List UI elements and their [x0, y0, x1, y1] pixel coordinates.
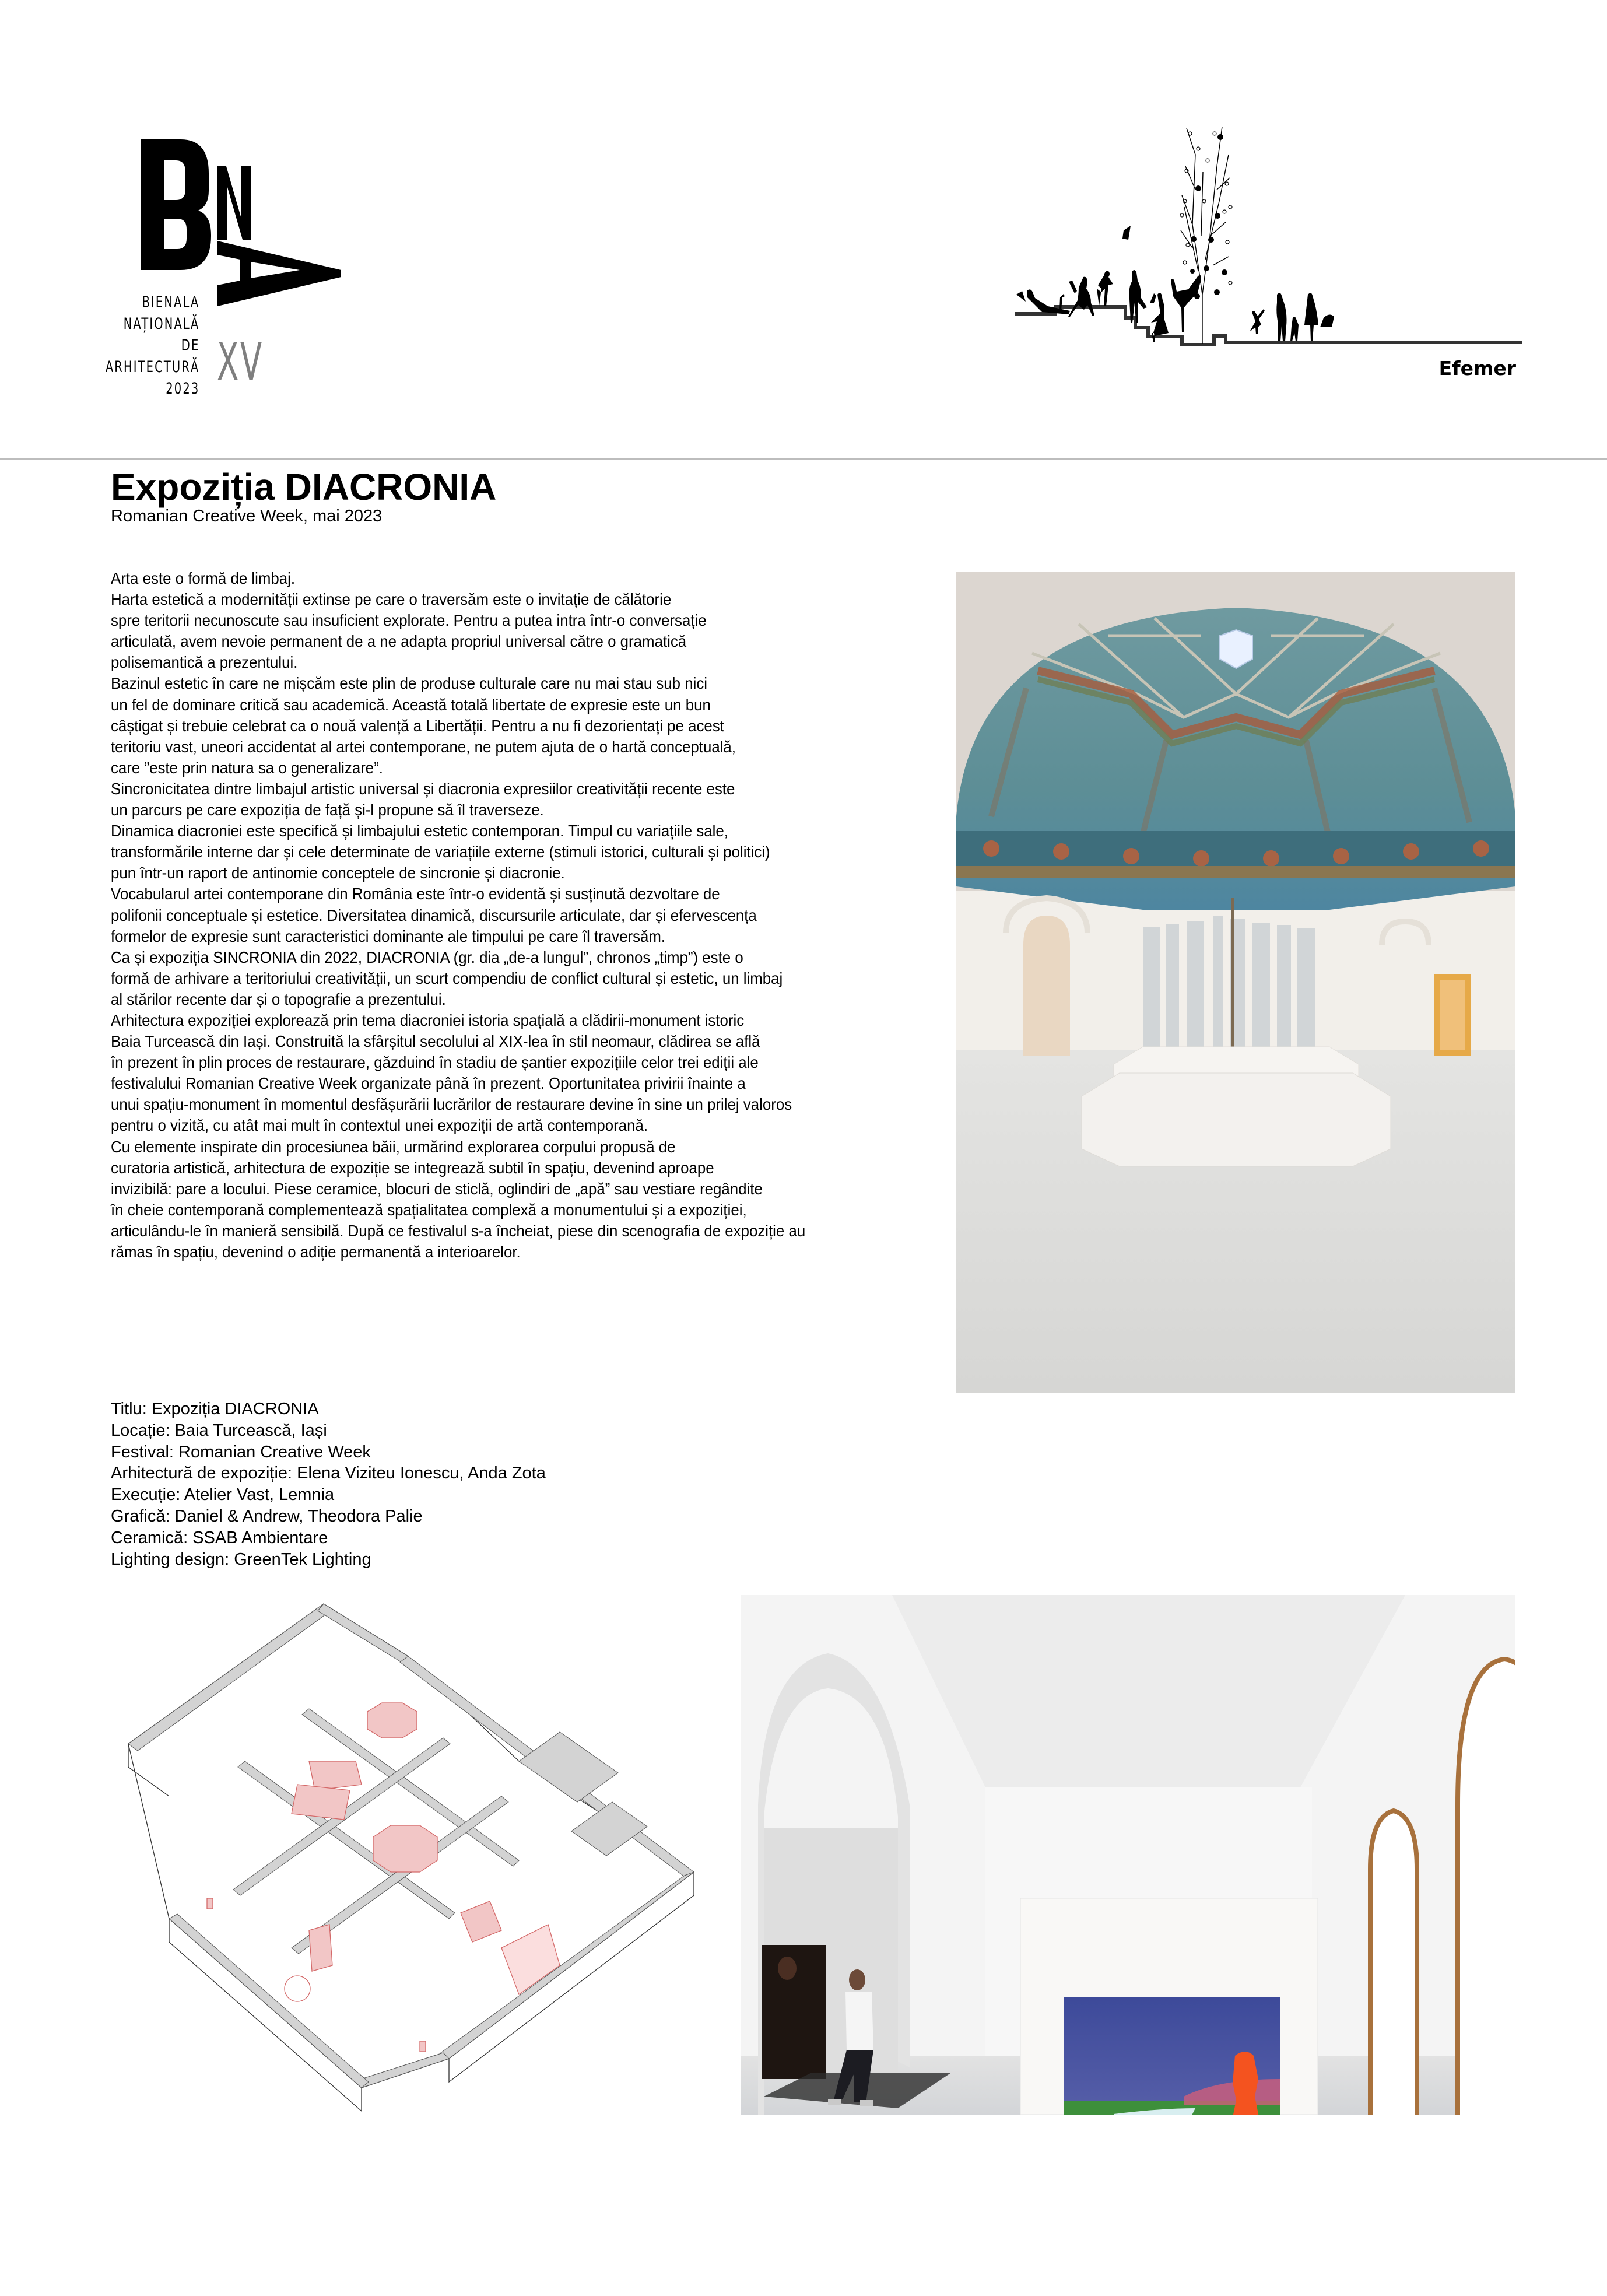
text-line: polifonii conceptuale și estetice. Diversitatea dinamică, discursurile articulate, dar și efervescența	[111, 906, 757, 924]
gallery-room-photo	[741, 1595, 1515, 2115]
tree-icon	[1180, 127, 1232, 344]
small-child	[1290, 317, 1299, 341]
credit-title: Titlu: Expoziția DIACRONIA	[111, 1400, 319, 1418]
text-line: curatoria artistică, arhitectura de expoziție se integrează subtil în spațiu, devenind aproape	[111, 1158, 714, 1177]
logo-line-arhitectura: ARHITECTURĂ	[105, 358, 199, 376]
text-line: festivalului Romanian Creative Week organizate până în prezent. Oportunitatea privirii înainte a	[111, 1074, 746, 1093]
text-line: pentru o vizită, cu atât mai mult în contextul unei expoziții de artă contemporană.	[111, 1116, 648, 1135]
logo-line-bienala: BIENALA	[142, 293, 199, 311]
text-line: Ca și expoziția SINCRONIA din 2022, DIACRONIA (gr. dia „de-a lungul”, chronos „timp”) este o	[111, 948, 743, 966]
text-line: Harta estetică a modernității extinse pe care o traversăm este o invitație de călătorie	[111, 590, 672, 609]
text-line: unui spațiu-monument în momentul desfășurării lucrărilor de restaurare devine în sine un prilej valoros	[111, 1095, 792, 1114]
dancing-pair	[1171, 275, 1201, 332]
adult-walking	[1276, 293, 1286, 341]
axonometric-plan-drawing	[117, 1586, 735, 2123]
page-subtitle: Romanian Creative Week, mai 2023	[111, 507, 383, 525]
standing-person-dog	[1129, 270, 1157, 323]
text-line: câștigat și trebuie celebrat ca o nouă valență a Libertății. Pentru a nu fi dezorientați pe acest	[111, 716, 724, 735]
text-line: în cheie contemporană complementează spațialitatea complexă a monumentului și a expoziției,	[111, 1200, 747, 1219]
text-line: un parcurs pe care expoziția de față și-l propune să îl traverseze.	[111, 801, 544, 819]
text-line: al stărilor recente dar și o topografie a prezentului.	[111, 990, 446, 1008]
efemer-illustration	[1000, 120, 1525, 353]
section-label-efemer: Efemer	[1438, 357, 1516, 380]
credit-lighting: Lighting design: GreenTek Lighting	[111, 1550, 371, 1569]
text-line: în prezent în plin proces de restaurare, găzduind în stadiu de șantier expozițiile celor trei ediții ale	[111, 1053, 759, 1072]
text-line: Dinamica diacroniei este specifică și limbajului estetic contemporan. Timpul cu variațiile sale,	[111, 822, 728, 840]
sitting-reader	[1068, 277, 1094, 317]
text-line: Arhitectura expoziției explorează prin tema diacroniei istoria spațială a clădirii-monument istoric	[111, 1011, 745, 1029]
text-line: Baia Turcească din Iași. Construită la sfârșitul secolului al XIX-lea în stil neomaur, clădirea se află	[111, 1032, 760, 1051]
people-silhouettes-icon	[1000, 120, 1525, 353]
text-line: teritoriu vast, uneori accidentat al artei contemporane, ne putem ajuta de o hartă conceptuală,	[111, 737, 736, 756]
page-title: Expoziția DIACRONIA	[111, 466, 497, 508]
text-line: polisemantică a prezentului.	[111, 653, 298, 672]
central-plinth	[373, 1825, 437, 1872]
credit-execution: Execuție: Atelier Vast, Lemnia	[111, 1485, 335, 1505]
text-line: formă de arhivare a teritoriului creativității, un scurt compendiu de conflict cultural și estetic, un limbaj	[111, 969, 783, 987]
logo-edition: XV	[217, 332, 264, 392]
glass-block-wall	[309, 1925, 332, 1971]
text-line: invizibilă: pare a locului. Piese ceramice, blocuri de sticlă, oglindiri de „apă” sau vestiare regândite	[111, 1179, 763, 1198]
logo-line-nationala: NAȚIONALĂ	[123, 315, 199, 333]
stepped-ground	[1015, 307, 1522, 345]
reclining-person	[1016, 289, 1070, 314]
text-line: rămas în spațiu, devenind o adiție permanentă a interioarelor.	[111, 1243, 521, 1261]
text-line: spre teritorii necunoscute sau insuficient explorate. Pentru a putea intra într-o conversație	[111, 611, 707, 630]
woman-with-stroller	[1304, 293, 1334, 341]
people-group	[1016, 226, 1334, 342]
text-line: Sincronicitatea dintre limbajul artistic universal și diacronia expresiilor creativității recente este	[111, 779, 735, 798]
text-line: formelor de expresie sunt caracteristici dominante ale timpului pe care îl traversăm.	[111, 927, 666, 945]
credit-architecture: Arhitectură de expoziție: Elena Viziteu Ionescu, Anda Zota	[111, 1464, 546, 1483]
text-line: Vocabularul artei contemporane din România este într-o evidentă și susținută dezvoltare de	[111, 885, 720, 903]
logo-letter-n	[217, 166, 251, 240]
logo-letter-b	[141, 139, 211, 270]
logo-letter-a	[217, 241, 341, 306]
dome-interior-photo	[956, 572, 1515, 1393]
left-arch	[1023, 916, 1070, 1056]
text-line: Arta este o formă de limbaj.	[111, 569, 296, 587]
text-line: articulându-le în manieră sensibilă. După ce festivalul s-a încheiat, piese din scenografia de expoziție au	[111, 1221, 806, 1240]
description-text	[111, 568, 900, 1263]
text-line: pun într-un raport de antinomie conceptele de sincronie și diacronie.	[111, 864, 565, 882]
logo-line-de: DE	[181, 336, 199, 355]
credit-festival: Festival: Romanian Creative Week	[111, 1442, 371, 1461]
credits-list	[111, 1398, 546, 1570]
text-line: Cu elemente inspirate din procesiunea băii, urmărind explorarea corpului propusă de	[111, 1137, 676, 1156]
credit-ceramics: Ceramică: SSAB Ambientare	[111, 1528, 328, 1547]
credit-location: Locație: Baia Turcească, Iași	[111, 1421, 327, 1440]
text-line: Bazinul estetic în care ne mișcăm este plin de produse culturale care nu mai stau sub nici	[111, 674, 708, 693]
kite-child	[1097, 226, 1131, 306]
bna-logo	[105, 137, 350, 405]
text-line: transformările interne dar și cele determinate de variațiile externe (stimuli istorici, culturali și politici)	[111, 843, 770, 861]
logo-subtitle	[105, 292, 199, 399]
header-separator	[0, 458, 1607, 460]
credit-graphics: Grafică: Daniel & Andrew, Theodora Palie	[111, 1506, 423, 1526]
text-line: articulată, avem nevoie permanent de a ne adapta propriul universal către o gramatică	[111, 632, 687, 651]
text-line: care ”este prin natura sa o generalizare”.	[111, 758, 383, 777]
octagonal-installation	[367, 1703, 417, 1738]
logo-line-year: 2023	[165, 380, 199, 398]
child-running	[1250, 309, 1265, 334]
landscape-painting	[1064, 1997, 1280, 2115]
text-line: un fel de dominare critică sau academică. Această totală libertate de expresie este un bun	[111, 695, 711, 714]
